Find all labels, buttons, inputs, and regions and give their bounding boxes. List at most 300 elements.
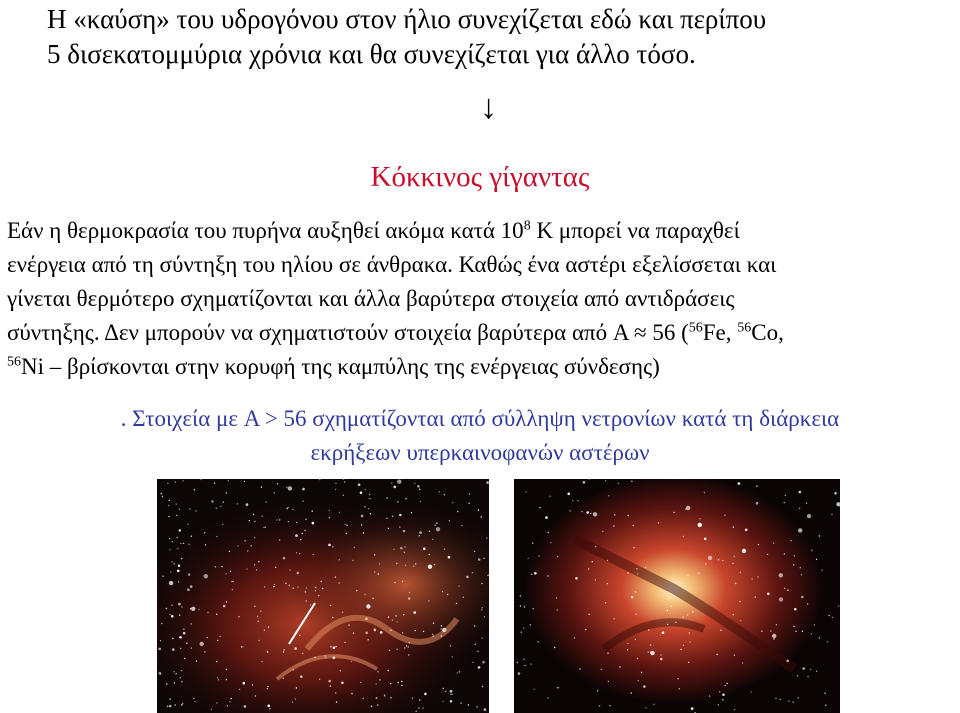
star <box>328 680 331 683</box>
star <box>402 581 403 582</box>
star <box>179 636 182 639</box>
approx-symbol: ≈ <box>633 320 647 345</box>
star <box>450 694 451 695</box>
star <box>227 705 228 706</box>
star <box>335 483 336 484</box>
star <box>177 537 178 538</box>
star <box>257 616 258 617</box>
star <box>784 588 785 589</box>
star <box>469 493 470 494</box>
star <box>475 644 476 645</box>
star <box>318 595 319 596</box>
star <box>369 498 370 499</box>
star <box>780 699 781 700</box>
star <box>722 699 723 700</box>
star <box>262 516 263 517</box>
star <box>222 524 223 525</box>
star <box>336 701 337 702</box>
star <box>436 527 440 531</box>
star <box>534 572 537 575</box>
star <box>399 514 402 517</box>
star <box>238 616 239 617</box>
star <box>538 555 539 556</box>
star <box>187 524 188 525</box>
star <box>752 578 753 579</box>
star <box>215 566 216 567</box>
star <box>397 501 398 502</box>
star <box>223 501 224 502</box>
star <box>607 583 608 584</box>
star <box>299 553 300 554</box>
star <box>246 503 249 506</box>
star <box>322 588 323 589</box>
star <box>772 634 776 638</box>
mass-number: 56 <box>737 320 752 336</box>
star <box>482 661 485 664</box>
star <box>412 698 413 699</box>
star <box>698 523 702 527</box>
star <box>393 549 394 550</box>
star <box>530 624 531 625</box>
star <box>207 612 208 613</box>
star <box>292 702 293 703</box>
star <box>785 495 786 496</box>
star <box>641 672 642 673</box>
note-line-2: εκρήξεων υπερκαινοφανών αστέρων <box>310 440 650 465</box>
star <box>218 679 219 680</box>
star <box>787 590 788 591</box>
star <box>635 591 636 592</box>
star <box>586 511 589 514</box>
star <box>614 514 615 515</box>
star <box>456 603 457 604</box>
star <box>439 491 440 492</box>
star <box>436 523 437 524</box>
star <box>390 630 391 631</box>
star <box>635 614 636 615</box>
star <box>216 536 217 537</box>
star <box>794 608 797 611</box>
star <box>403 530 406 533</box>
star <box>329 510 330 511</box>
star <box>618 483 619 484</box>
star <box>547 697 548 698</box>
intro-line-1: Η «καύση» του υδρογόνου στον ήλιο συνεχίζεται εδώ και περίπου <box>47 4 767 34</box>
star <box>161 493 162 494</box>
star <box>442 701 443 702</box>
star <box>174 563 175 564</box>
star <box>169 500 170 501</box>
star <box>452 656 453 657</box>
star <box>718 704 719 705</box>
star <box>302 533 303 534</box>
star <box>481 516 482 517</box>
star <box>377 704 378 705</box>
star <box>433 636 434 637</box>
star <box>472 662 473 663</box>
star <box>386 518 387 519</box>
star <box>832 617 833 618</box>
star <box>531 574 532 575</box>
star <box>221 566 222 567</box>
star <box>276 519 277 520</box>
nebula-photo-right <box>514 479 840 713</box>
mass-number: 56 <box>7 354 21 370</box>
star <box>254 564 255 565</box>
star <box>229 701 230 702</box>
star <box>457 511 458 512</box>
star <box>838 605 839 606</box>
star <box>686 506 690 510</box>
star <box>423 631 424 632</box>
star <box>800 567 801 568</box>
star <box>352 560 353 561</box>
star <box>188 573 191 576</box>
star <box>267 686 268 687</box>
star <box>344 481 345 482</box>
star <box>217 677 218 678</box>
star <box>448 556 451 559</box>
star <box>345 524 346 525</box>
star <box>428 600 429 601</box>
star <box>296 522 297 523</box>
star <box>761 631 762 632</box>
star <box>312 522 315 525</box>
star <box>302 501 303 502</box>
star <box>228 480 229 481</box>
star <box>607 560 608 561</box>
star <box>277 483 278 484</box>
star <box>384 694 385 695</box>
star <box>161 623 162 624</box>
star <box>289 569 290 570</box>
star <box>547 575 548 576</box>
star <box>637 658 638 659</box>
star <box>177 570 180 573</box>
star <box>177 548 178 549</box>
star <box>217 640 218 641</box>
star <box>631 596 634 599</box>
star <box>304 530 305 531</box>
star <box>807 603 808 604</box>
star <box>757 576 758 577</box>
star <box>196 660 197 661</box>
section-heading: Κόκκινος γίγαντας <box>370 161 590 193</box>
star <box>159 672 162 675</box>
star <box>346 533 347 534</box>
paragraph-line-3: γίνεται θερμότερο σχηματίζονται και άλλα βαρύτερα στοιχεία από αντιδράσεις <box>7 286 735 311</box>
star <box>524 606 525 607</box>
star <box>432 539 433 540</box>
star <box>173 671 174 672</box>
star <box>821 570 822 571</box>
star <box>660 658 663 661</box>
star <box>635 639 636 640</box>
star <box>593 512 597 516</box>
star <box>581 511 582 512</box>
star <box>648 629 649 630</box>
star <box>180 677 181 678</box>
star <box>344 642 345 643</box>
star <box>330 605 331 606</box>
star <box>482 607 483 608</box>
star <box>181 681 182 682</box>
star <box>432 634 433 635</box>
star <box>420 501 421 502</box>
star <box>380 631 383 634</box>
star <box>530 664 531 665</box>
star <box>406 645 407 646</box>
star <box>627 572 628 573</box>
star <box>518 672 521 675</box>
star <box>181 704 182 705</box>
star <box>402 632 403 633</box>
star <box>389 650 390 651</box>
star <box>698 573 699 574</box>
star <box>404 552 405 553</box>
star <box>354 547 355 548</box>
star <box>263 527 264 528</box>
star <box>279 519 280 520</box>
star <box>198 609 199 610</box>
star <box>468 704 469 705</box>
star <box>434 525 435 526</box>
star <box>191 607 195 611</box>
star <box>792 701 793 702</box>
star <box>330 685 331 686</box>
star <box>390 683 391 684</box>
star <box>287 508 288 509</box>
mass-number: 56 <box>688 320 703 336</box>
star <box>225 573 226 574</box>
star <box>295 534 298 537</box>
star <box>364 506 365 507</box>
nebula-photo-left <box>157 479 489 713</box>
star <box>176 515 177 516</box>
star <box>288 486 292 490</box>
star <box>179 614 180 615</box>
star <box>637 573 638 574</box>
star <box>520 595 521 596</box>
star <box>807 514 811 518</box>
star <box>369 494 370 495</box>
star <box>595 546 596 547</box>
star <box>403 614 404 615</box>
star <box>211 709 212 710</box>
star <box>705 563 706 564</box>
star <box>169 705 172 708</box>
star <box>486 481 489 484</box>
star <box>401 681 402 682</box>
star <box>335 576 336 577</box>
star <box>687 575 688 576</box>
star <box>169 538 170 539</box>
star <box>650 651 651 652</box>
star <box>374 554 375 555</box>
star <box>306 600 307 601</box>
star <box>528 558 529 559</box>
star <box>486 537 487 538</box>
star <box>285 583 286 584</box>
star <box>459 671 460 672</box>
star <box>405 498 406 499</box>
star <box>816 671 817 672</box>
star <box>409 642 410 643</box>
star <box>788 701 789 702</box>
star <box>321 581 322 582</box>
star <box>366 604 370 608</box>
star <box>379 563 380 564</box>
star <box>605 480 606 481</box>
star <box>415 630 416 631</box>
star <box>645 707 646 708</box>
star <box>293 669 294 670</box>
star <box>230 571 231 572</box>
star <box>776 624 777 625</box>
star <box>200 642 204 646</box>
star <box>682 616 683 617</box>
star <box>722 693 725 696</box>
star <box>267 651 268 652</box>
star <box>255 695 256 696</box>
star <box>279 539 280 540</box>
star <box>243 682 246 685</box>
star <box>233 581 234 582</box>
star <box>229 551 230 552</box>
exponent: 8 <box>523 218 531 234</box>
star <box>614 618 615 619</box>
star <box>283 651 284 652</box>
star <box>396 563 397 564</box>
star <box>368 508 369 509</box>
star <box>364 594 365 595</box>
star <box>372 598 373 599</box>
star <box>450 700 453 703</box>
star <box>363 532 364 533</box>
star <box>484 708 487 711</box>
star <box>358 483 361 486</box>
star <box>388 670 389 671</box>
star <box>442 591 443 592</box>
star <box>239 689 240 690</box>
star <box>574 637 575 638</box>
star <box>429 554 430 555</box>
star <box>413 611 416 614</box>
star <box>550 542 551 543</box>
star <box>260 611 261 612</box>
star <box>802 631 803 632</box>
star <box>579 668 580 669</box>
star <box>286 487 287 488</box>
star <box>294 647 297 650</box>
paragraph-line-4 <box>7 316 784 350</box>
star <box>810 669 811 670</box>
star <box>169 549 170 550</box>
star <box>814 624 815 625</box>
star <box>339 512 340 513</box>
paragraph-line-5 <box>7 350 660 384</box>
star <box>171 561 172 562</box>
star <box>717 654 718 655</box>
star <box>734 709 735 710</box>
star <box>360 491 363 494</box>
star <box>767 593 770 596</box>
star <box>449 520 450 521</box>
star <box>816 559 817 560</box>
star <box>799 508 800 509</box>
star <box>799 491 802 494</box>
star <box>244 481 245 482</box>
intro-line-2: 5 δισεκατομμύρια χρόνια και θα συνεχίζεται για άλλο τόσο. <box>47 39 696 69</box>
star <box>325 657 326 658</box>
star <box>274 584 275 585</box>
star <box>315 587 316 588</box>
star <box>756 485 757 486</box>
star <box>458 586 459 587</box>
star <box>419 531 422 534</box>
star <box>216 614 217 615</box>
star <box>351 693 352 694</box>
star <box>194 489 195 490</box>
star <box>378 573 379 574</box>
star <box>413 565 414 566</box>
star <box>205 544 206 545</box>
star <box>305 519 306 520</box>
star <box>456 672 457 673</box>
star <box>169 698 170 699</box>
star <box>283 649 284 650</box>
star <box>178 564 181 567</box>
star <box>558 687 559 688</box>
star <box>418 708 419 709</box>
star <box>434 564 435 565</box>
down-arrow-icon: ↓ <box>480 89 497 126</box>
star <box>274 492 275 493</box>
star <box>797 675 798 676</box>
star <box>324 655 325 656</box>
star <box>733 526 734 527</box>
star <box>254 537 255 538</box>
star <box>595 579 596 580</box>
star <box>388 528 389 529</box>
star <box>242 646 243 647</box>
star <box>572 500 573 501</box>
star <box>643 685 646 688</box>
star <box>520 605 521 606</box>
star <box>726 683 727 684</box>
star <box>662 631 665 634</box>
star <box>807 676 808 677</box>
star <box>607 653 608 654</box>
paragraph-text: 56 ( <box>646 320 689 345</box>
star <box>825 705 826 706</box>
star <box>397 480 401 484</box>
star <box>339 559 340 560</box>
star <box>740 620 741 621</box>
star <box>167 706 168 707</box>
star <box>683 645 684 646</box>
star <box>168 505 169 506</box>
star <box>537 641 538 642</box>
star <box>258 561 259 562</box>
star <box>376 683 377 684</box>
star <box>423 547 426 550</box>
star <box>333 657 336 660</box>
star <box>474 551 475 552</box>
star <box>361 515 364 518</box>
star <box>335 489 336 490</box>
star <box>160 640 161 641</box>
